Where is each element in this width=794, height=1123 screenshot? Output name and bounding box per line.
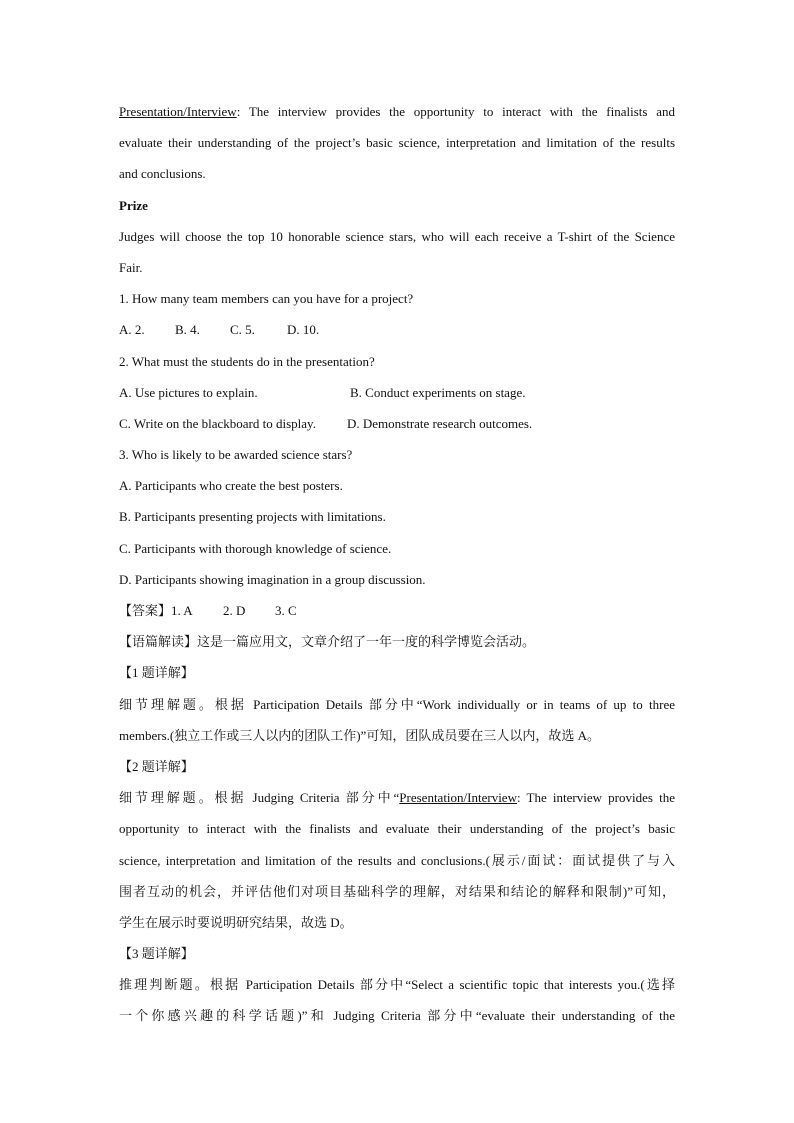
detail-3-line-1: 推理判断题。根据 Participation Details 部分中“Select a scientific topic that interests you.(选择 — [119, 977, 675, 993]
q2-option-d: D. Demonstrate research outcomes. — [347, 415, 533, 431]
q3-option-b: B. Participants presenting projects with limitations. — [119, 509, 386, 525]
reading-label: 【语篇解读】 — [119, 634, 198, 650]
detail-2-line-2: opportunity to interact with the finalists and evaluate their understanding of the project’s basic — [119, 821, 675, 837]
detail-2-label: 【2 题详解】 — [119, 758, 194, 774]
detail-2-line-3: science, interpretation and limitation of the results and conclusions.(展示/面试：面试提供了与入 — [119, 852, 675, 868]
answer-3: 3. C — [275, 603, 297, 618]
prize-line-2: Fair. — [119, 259, 143, 275]
presentation-interview-term: Presentation/Interview — [119, 104, 237, 119]
prize-heading: Prize — [119, 197, 148, 213]
q3-option-c: C. Participants with thorough knowledge of science. — [119, 540, 392, 556]
detail-2-line-1: 细节理解题。根据 Judging Criteria 部分中“Presentation/Interview: The interview provides the — [119, 790, 675, 806]
intro-line-1: Presentation/Interview: The interview provides the opportunity to interact with the finalists and — [119, 104, 675, 119]
intro-line-3: and conclusions. — [119, 166, 206, 182]
question-2-options-row-2 — [119, 408, 675, 439]
question-3-stem: 3. Who is likely to be awarded science stars? — [119, 447, 353, 463]
question-2-options-row-1 — [119, 377, 675, 408]
answer-label: 【答案】 — [119, 603, 172, 618]
q1-option-c: C. 5. — [230, 322, 255, 338]
detail-1-line-1: 细节理解题。根据 Participation Details 部分中“Work individually or in teams of up to three — [119, 696, 675, 712]
q1-option-d: D. 10. — [287, 322, 320, 338]
reading-line — [119, 626, 675, 657]
q2-option-a: A. Use pictures to explain. — [119, 384, 258, 400]
q3-option-d: D. Participants showing imagination in a group discussion. — [119, 571, 426, 587]
presentation-interview-quote-term: Presentation/Interview — [399, 790, 517, 806]
answer-line — [119, 595, 675, 626]
detail-3-label: 【3 题详解】 — [119, 946, 194, 962]
reading-text: 这是一篇应用文，文章介绍了一年一度的科学博览会活动。 — [197, 634, 536, 650]
intro-line-2: evaluate their understanding of the project’s basic science, interpretation and limitation of the results — [119, 135, 675, 151]
prize-line-1: Judges will choose the top 10 honorable science stars, who will each receive a T-shirt of the Science — [119, 228, 675, 244]
detail-3-line-2: 一个你感兴趣的科学话题)”和 Judging Criteria 部分中“evaluate their understanding of the — [119, 1008, 675, 1024]
detail-1-label: 【1 题详解】 — [119, 665, 194, 681]
q1-option-a: A. 2. — [119, 322, 145, 338]
question-1-options — [119, 314, 675, 345]
detail-1-line-2: members.(独立工作或三人以内的团队工作)”可知，团队成员要在三人以内，故选 A。 — [119, 727, 600, 743]
question-1-stem: 1. How many team members can you have for a project? — [119, 291, 414, 307]
detail-2-line-5: 学生在展示时要说明研究结果，故选 D。 — [119, 914, 353, 930]
detail-2-line-4: 围者互动的机会，并评估他们对项目基础科学的理解，对结果和结论的解释和限制)”可知， — [119, 883, 675, 899]
question-2-stem: 2. What must the students do in the presentation? — [119, 353, 375, 369]
q1-option-b: B. 4. — [175, 322, 200, 338]
answer-2: 2. D — [223, 603, 246, 618]
document-page — [119, 96, 675, 1032]
q2-option-b: B. Conduct experiments on stage. — [350, 384, 526, 400]
q2-option-c: C. Write on the blackboard to display. — [119, 415, 316, 431]
answer-1: 1. A — [171, 603, 193, 618]
q3-option-a: A. Participants who create the best posters. — [119, 478, 343, 494]
